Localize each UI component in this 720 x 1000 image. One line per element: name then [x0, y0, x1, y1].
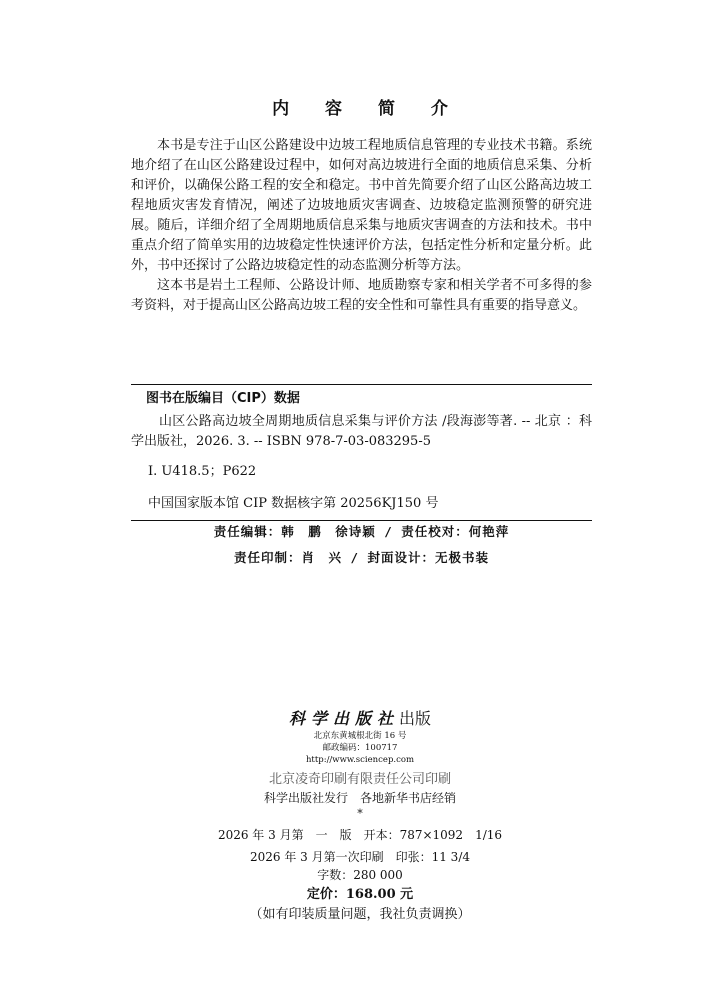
printer-line: 北京凌奇印刷有限责任公司印刷 — [268, 772, 451, 787]
publisher-url: http://www.sciencep.com — [305, 755, 415, 765]
abstract — [131, 136, 592, 316]
word-count: 字数：280 000 — [317, 868, 403, 882]
cip-description: 山区公路高边坡全周期地质信息采集与评价方法 /段海澎等著. -- 北京 ：科学出版社，2026. 3. -- ISBN 978-7-03-083295-5 — [131, 414, 592, 449]
price: 定价：168.00 元 — [306, 887, 414, 902]
publisher-postcode: 邮政编码：100717 — [322, 743, 398, 753]
staff-line-1: 责任编辑：韩 鹏 徐诗颖 / 责任校对：何艳萍 — [213, 524, 510, 539]
cip-block — [131, 384, 592, 521]
cip-record-number: 中国国家版本馆 CIP 数据核字第 20256KJ150 号 — [148, 496, 439, 511]
publisher-name — [0, 706, 720, 729]
distribution-line: 科学出版社发行 各地新华书店经销 — [263, 791, 456, 805]
edition-line-2: 2026 年 3 月第一次印刷 印张：11 3/4 — [249, 850, 470, 864]
section-title: 内 容 简 介 — [272, 99, 463, 119]
publisher-suffix: 出版 — [399, 709, 432, 728]
abstract-paragraph-1: 本书是专注于山区公路建设中边坡工程地质信息管理的专业技术书籍。系统地介绍了在山区公路建设过程中，如何对高边坡进行全面的地质信息采集、分析和评价，以确保公路工程的安全和稳定。书中首先简要介绍了山区公路高边坡工程地质灾害发育情况，阐述了边坡地质灾害调查、边坡稳定监测预警的研究进展。随后，详细介绍了全周期地质信息采集与地质灾害调查的方法和技术。书中重点介绍了简单实用的边坡稳定性快速评价方法，包括定性分析和定量分析。此外，书中还探讨了公路边坡稳定性的动态监测分析等方法。 — [131, 138, 592, 273]
edition-line-1: 2026 年 3 月第 一 版 开本：787×1092 1/16 — [217, 828, 503, 842]
abstract-paragraph-2: 这本书是岩土工程师、公路设计师、地质勘察专家和相关学者不可多得的参考资料，对于提高山区公路高边坡工程的安全性和可靠性具有重要的指导意义。 — [131, 278, 592, 313]
cip-classification: Ⅰ. U418.5；P622 — [148, 464, 257, 479]
publisher-logo: 科学出版社 — [288, 709, 399, 728]
separator-star: * — [357, 807, 363, 820]
cip-heading: 图书在版编目（CIP）数据 — [146, 391, 300, 406]
staff-line-2: 责任印制：肖 兴 / 封面设计：无极书装 — [233, 550, 490, 565]
publisher-address: 北京东黄城根北街 16 号 — [313, 731, 407, 741]
quality-notice: （如有印装质量问题，我社负责调换） — [249, 907, 471, 922]
